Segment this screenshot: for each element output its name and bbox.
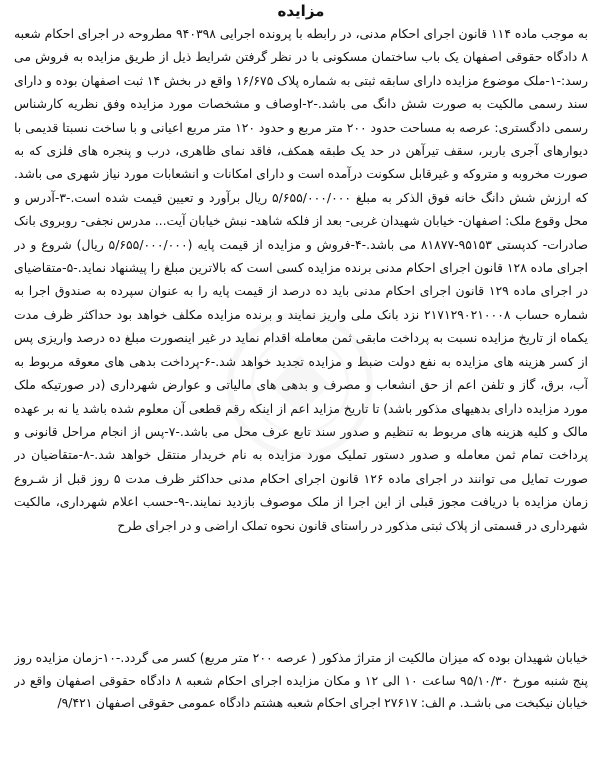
notice-title: مزایده [277,2,325,20]
notice-tail: خیابان شهیدان بوده که میزان مالکیت از متراژ مذکور ( عرصه ۲۰۰ متر مربع) کسر می گردد.-۱۰-زمان مزایده روز پنج شنبه مورخ ۹۵/۱۰/۳۰ ساعت ۱۰ الی ۱۲ و مکان مزایده اجرای احکام شعبه ۸ دادگاه حقوقی اصفهان واقع در خیابان نیکبخت می باشـد. م الف: ۲۷۶۱۷ اجرای احکام شعبه هشتم دادگاه عمومی حقوقی اصفهان ۹/۴۲۱/ [14,650,588,710]
notice-body: به موجب ماده ۱۱۴ قانون اجرای احکام مدنی، در رابطه با پرونده اجرایی ۹۴۰۳۹۸ مطروحه در اجرای احکام شعبه ۸ دادگاه حقوقی اصفهان یک باب ساختمان مسکونی با در نظر گرفتن شرایط ذیل از طریق مزایده به فروش می رسد:-۱-ملک موضوع مزایده دارای سابقه ثبتی به شماره پلاک ۱۶/۶۷۵ واقع در بخش ۱۴ ثبت اصفهان بوده و دارای سند رسمی مالکیت به صورت شش دانگ می باشد.-۲-اوصاف و مشخصات مورد مزایده وفق نظریه کارشناس رسمی دادگستری: عرصه به مساحت حدود ۲۰۰ متر مربع و حدود ۱۲۰ متر مربع اعیانی و با ساخت نسبتا قدیمی با دیوارهای آجری باربر، سقف تیرآهن در حد یک طبقه همکف، فاقد نمای ظاهری، درب و پنجره های فلزی که به صورت مخروبه و متروکه و غیرقابل سکونت درآمده است و دارای امکانات و انشعابات مورد نیاز شهری می باشد. که ارزش شش دانگ خانه فوق الذکر به مبلغ ۵/۶۵۵/۰۰۰/۰۰۰ ریال برآورد و تعیین قیمت شده است.-۳-آدرس و محل وقوع ملک: اصفهان- خیابان شهیدان غربی- بعد از فلکه شاهد- نبش خیابان آیت... مدرس نجفی- روبروی بانک صادرات- کدپستی ۹۵۱۵۳-۸۱۸۷۷ می باشد.-۴-فروش و مزایده از قیمت پایه (۵/۶۵۵/۰۰۰/۰۰۰ ریال) شروع و در اجرای ماده ۱۲۸ قانون اجرای احکام مدنی برنده مزایده کسی است که بالاترین مبلغ را پیشنهاد نماید.-۵-متقاضیای در اجرای ماده ۱۲۹ قانون اجرای احکام مدنی باید ده درصد از قیمت پایه را به عنوان سپرده به صندوق اجرا به شماره حساب ۲۱۷۱۲۹۰۲۱۰۰۰۸ نزد بانک ملی واریز نمایند و برنده مزایده مکلف خواهد بود حداکثر ظرف مدت یکماه از تاریخ مزایده نسبت به پرداخت مابقی ثمن معامله اقدام نماید در غیر اینصورت مبلغ ده درصد واریزی پس از کسر هزینه های مزایده به نفع دولت ضبط و مزایده تجدید خواهد شد.-۶-پرداخت بدهی های معوقه مربوط به آب، برق، گاز و تلفن اعم از حق انشعاب و مصرف و بدهی های مالیاتی و عوارض شهرداری (در صورتیکه ملک مورد مزایده دارای بدهیهای مذکور باشد) تا تاریخ مزاید اعم از اینکه رقم قطعی آن معلوم شده باشد یا نه بر عهده مالک و کلیه هزینه های مربوط به تنظیم و صدور سند تابع عرف محل می باشد.-۷-پس از انجام مراحل قانونی و پرداخت تمام ثمن معامله و صدور دستور تملیک مورد مزایده به نام خریدار منتقل خواهد شد.-۸-متقاضیان در صورت تمایل می توانند در اجرای ماده ۱۲۶ قانون اجرای احکام مدنی حداکثر ظرف مدت ۵ روز قبل از شـروع زمان مزایده با دریافت مجوز قبلی از این اجرا از ملک موصوف بازدید نمایند.-۹-حسب اعلام شهرداری، مالکیت شهرداری در قسمتی از پلاک ثبتی مذکور در راستای قانون نحوه تملک اراضی و در اجرای طرح [14,26,588,533]
